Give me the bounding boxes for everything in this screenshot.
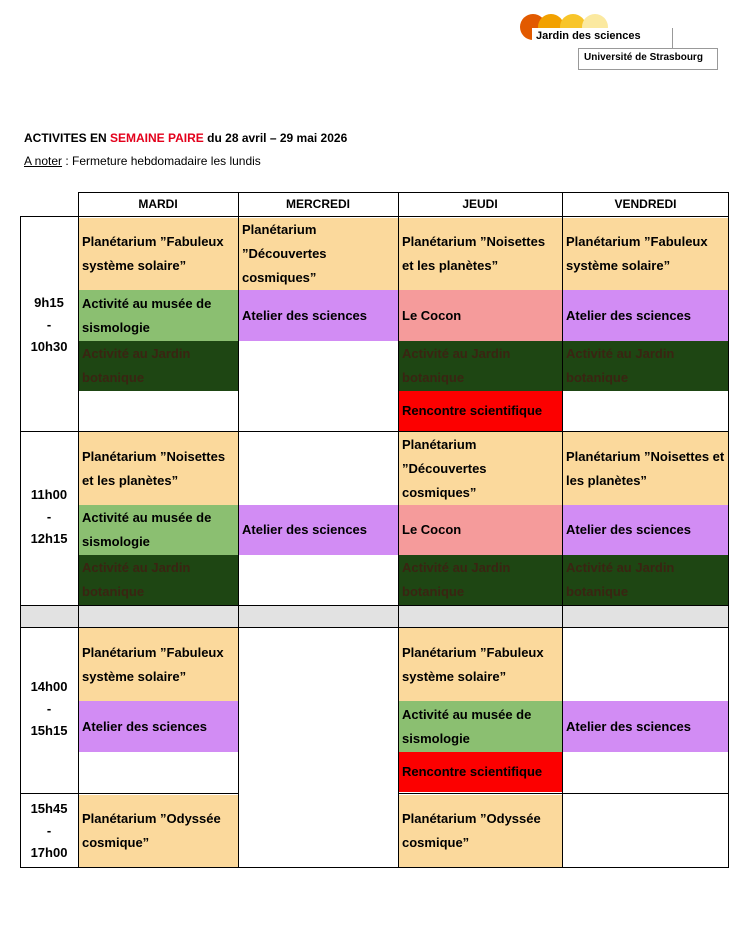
note-label: A noter <box>24 154 63 168</box>
grid-line <box>20 867 729 868</box>
activity-planetarium: Planétarium ”Noisettes et les planètes” <box>562 432 729 505</box>
header-jeudi: JEUDI <box>462 197 498 211</box>
lunch-separator <box>20 605 729 627</box>
activity-planetarium: Planétarium ”Découvertes cosmiques” <box>238 218 398 290</box>
activity-planetarium: Planétarium ”Odyssée cosmique” <box>78 795 238 867</box>
grid-line <box>398 192 399 868</box>
time-slot-2: 11h00 - 12h15 <box>30 487 68 546</box>
grid-line <box>20 627 729 628</box>
grid-line <box>728 192 729 868</box>
activity-planetarium: Planétarium ”Découvertes cosmiques” <box>398 432 562 505</box>
activity-atelier: Atelier des sciences <box>562 701 729 752</box>
time-slot-3: 14h00 - 15h15 <box>30 679 68 738</box>
header-mercredi: MERCREDI <box>285 197 350 211</box>
grid-line <box>562 192 563 868</box>
schedule-table <box>20 192 729 868</box>
note-text: : Fermeture hebdomadaire les lundis <box>62 154 261 168</box>
grid-line <box>78 192 79 868</box>
grid-line <box>78 192 729 193</box>
activity-atelier: Atelier des sciences <box>562 290 729 341</box>
activity-planetarium: Planétarium ”Fabuleux système solaire” <box>562 218 729 290</box>
grid-line <box>238 192 239 868</box>
activity-atelier: Atelier des sciences <box>562 505 729 555</box>
grid-line <box>20 216 21 868</box>
grid-line <box>398 793 729 794</box>
logo-subtitle: Université de Strasbourg <box>584 52 703 63</box>
header-mardi: MARDI <box>138 197 178 211</box>
activity-rencontre: Rencontre scientifique <box>398 752 562 792</box>
activity-jardin: Activité au Jardin botanique <box>562 341 729 391</box>
activity-musee: Activité au musée de sismologie <box>398 701 562 752</box>
activity-musee: Activité au musée de sismologie <box>78 505 238 555</box>
activity-jardin: Activité au Jardin botanique <box>78 555 238 605</box>
activity-musee: Activité au musée de sismologie <box>78 290 238 341</box>
activity-planetarium: Planétarium ”Fabuleux système solaire” <box>398 628 562 701</box>
activity-jardin: Activité au Jardin botanique <box>398 555 562 605</box>
activity-planetarium: Planétarium ”Odyssée cosmique” <box>398 795 562 867</box>
time-slot-4: 15h45 - 17h00 <box>30 801 68 860</box>
activity-cocon: Le Cocon <box>398 505 562 555</box>
note <box>24 154 261 168</box>
activity-jardin: Activité au Jardin botanique <box>398 341 562 391</box>
activity-cocon: Le Cocon <box>398 290 562 341</box>
grid-line <box>20 793 238 794</box>
logo-title: Jardin des sciences <box>536 30 641 42</box>
activity-planetarium: Planétarium ”Noisettes et les planètes” <box>78 432 238 505</box>
activity-planetarium: Planétarium ”Fabuleux système solaire” <box>78 218 238 290</box>
grid-line <box>20 216 729 217</box>
activity-atelier: Atelier des sciences <box>78 701 238 752</box>
grid-line <box>20 605 729 606</box>
time-slot-1: 9h15 - 10h30 <box>30 295 68 354</box>
activity-atelier: Atelier des sciences <box>238 290 398 341</box>
activity-planetarium: Planétarium ”Noisettes et les planètes” <box>398 218 562 290</box>
page-title: ACTIVITES EN SEMAINE PAIRE du 28 avril – 29 mai 2026 <box>24 131 348 145</box>
activity-atelier: Atelier des sciences <box>238 505 398 555</box>
header-vendredi: VENDREDI <box>614 197 677 211</box>
activity-planetarium: Planétarium ”Fabuleux système solaire” <box>78 628 238 701</box>
grid-line <box>20 431 729 432</box>
activity-jardin: Activité au Jardin botanique <box>78 341 238 391</box>
logo <box>520 14 720 72</box>
title-highlight: SEMAINE PAIRE <box>110 131 204 145</box>
activity-jardin: Activité au Jardin botanique <box>562 555 729 605</box>
activity-rencontre: Rencontre scientifique <box>398 391 562 431</box>
